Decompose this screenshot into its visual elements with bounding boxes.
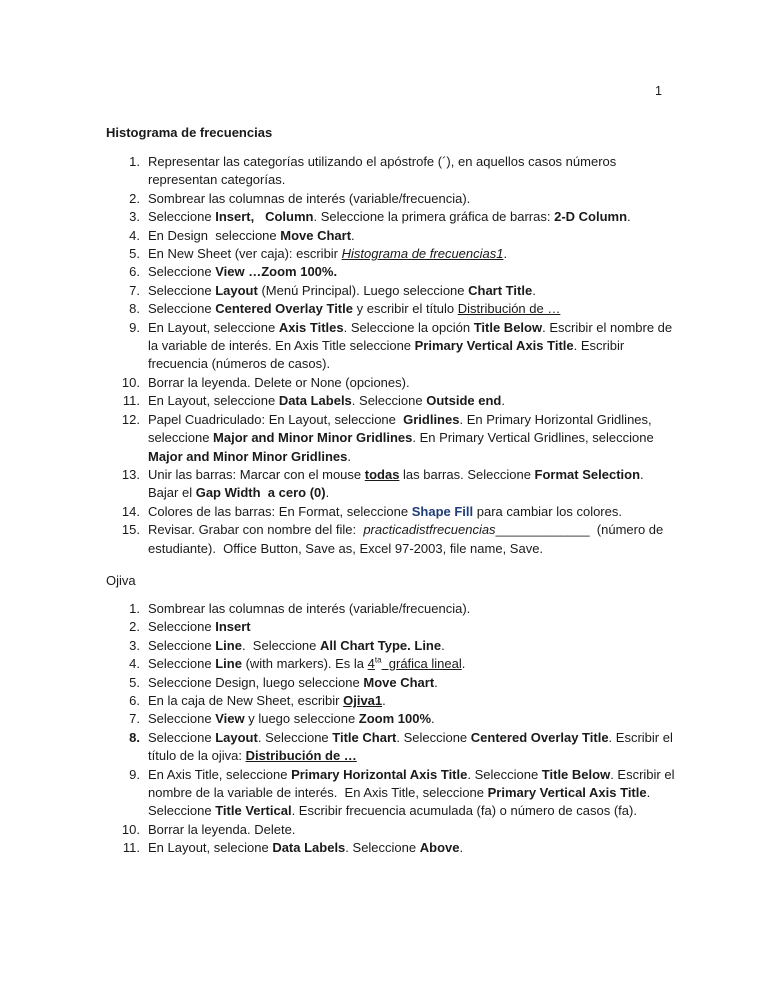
list-item: 6. En la caja de New Sheet, escribir Ojiva1. xyxy=(129,693,386,709)
blank-line: _____________ xyxy=(495,522,590,538)
list-item: 8. Seleccione Layout. Seleccione Title Chart. Seleccione Centered Overlay Title. Escribir el título de la ojiva: Distribución de … xyxy=(129,729,673,764)
list-item: 15. Revisar. Grabar con nombre del file: practicadistfrecuencias_____________ (número de estudiante). Office Button, Save as, Excel 97-2003, file name, Save. xyxy=(121,522,667,556)
list-item: 5. Seleccione Design, luego seleccione Move Chart. xyxy=(129,674,438,690)
list-item: 8. Seleccione Centered Overlay Title y escribir el título Distribución de … xyxy=(129,301,561,317)
histograma-steps-list xyxy=(106,153,676,558)
list-item: 4. Seleccione Line (with markers). Es la $4^{ta}$ gráfica lineal. xyxy=(129,655,466,672)
list-item: 7. Seleccione View y luego seleccione Zoom 100%. xyxy=(129,711,435,727)
list-item: 9. En Layout, seleccione Axis Titles. Seleccione la opción Title Below. Escribir el nombre de la variable de interés. En Axis Title seleccione Primary Vertical Axis Title. Escribir frecuencia (números de casos). xyxy=(129,319,673,372)
section-title-ojiva: Ojiva xyxy=(106,573,136,588)
ojiva-steps-list xyxy=(106,600,679,858)
list-item: 2. Sombrear las columnas de interés (variable/frecuencia). xyxy=(129,190,471,206)
page-number: 1 xyxy=(655,84,662,98)
list-item: 11. En Layout, selecione Data Labels. Seleccione Above. xyxy=(122,840,464,856)
list-item: 6. Seleccione View …Zoom 100%. xyxy=(129,264,338,280)
list-item: 1. Sombrear las columnas de interés (variable/frecuencia). xyxy=(129,601,471,616)
list-item: 2. Seleccione Insert xyxy=(129,619,251,635)
list-item: 12. Papel Cuadriculado: En Layout, seleccione Gridlines. En Primary Horizontal Gridlines, seleccione Major and Minor Minor Gridlines. En Primary Vertical Gridlines, seleccione Major and Minor Minor Gridlines. xyxy=(121,411,654,464)
list-item: 4. En Design seleccione Move Chart. xyxy=(129,227,355,243)
list-item: 10. Borrar la leyenda. Delete. xyxy=(121,821,296,837)
section-title-histograma: Histograma de frecuencias xyxy=(106,125,273,140)
list-item: 3. Seleccione Insert, Column. Seleccione la primera gráfica de barras: 2-D Column. xyxy=(129,209,631,225)
list-item: 10. Borrar la leyenda. Delete or None (opciones). xyxy=(121,374,410,390)
list-item: 3. Seleccione Line. Seleccione All Chart Type. Line. xyxy=(129,637,445,653)
list-item: 13. Unir las barras: Marcar con el mouse todas las barras. Seleccione Format Selection. Bajar el Gap Width a cero (0). xyxy=(121,466,644,501)
list-item: 14. Colores de las barras: En Format, seleccione Shape Fill para cambiar los colores. xyxy=(121,503,622,519)
list-item: 9. En Axis Title, seleccione Primary Horizontal Axis Title. Seleccione Title Below. Escribir el nombre de la variable de interés. En Axis Title, seleccione Primary Vertical Axis Title. Seleccione Title Vertical. Escribir frecuencia acumulada (fa) o número de casos (fa). xyxy=(129,766,679,819)
list-item: 11. En Layout, seleccione Data Labels. Seleccione Outside end. xyxy=(122,393,505,409)
list-item: 7. Seleccione Layout (Menú Principal). Luego seleccione Chart Title. xyxy=(129,282,536,298)
list-item: 5. En New Sheet (ver caja): escribir Histograma de frecuencias1. xyxy=(129,246,508,262)
list-item: 1. Representar las categorías utilizando el apóstrofe (´), en aquellos casos números representan categorías. xyxy=(129,154,617,188)
